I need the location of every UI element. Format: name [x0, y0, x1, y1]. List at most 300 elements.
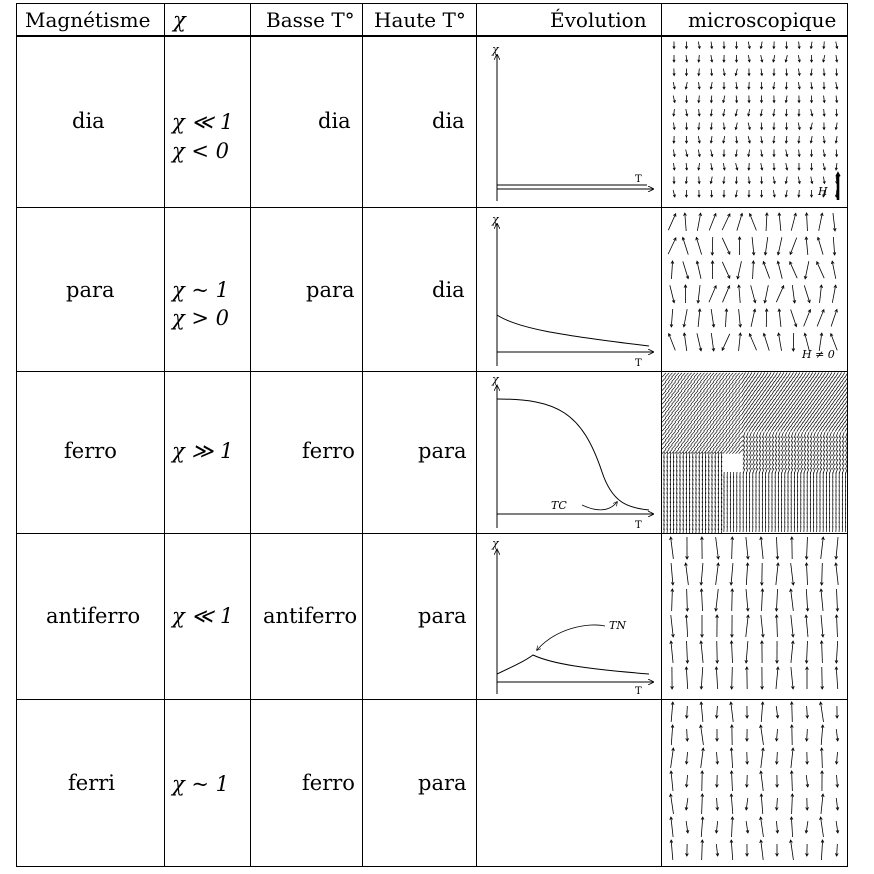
domain-hatch — [797, 372, 800, 377]
spin-arrow — [698, 309, 700, 327]
domain-hatch — [768, 372, 771, 377]
spin-arrow — [807, 729, 808, 741]
spin-arrow — [806, 237, 808, 255]
domain-hatch — [762, 417, 765, 422]
spin-arrow — [765, 285, 769, 303]
domain-hatch — [752, 381, 755, 386]
domain-hatch — [755, 422, 758, 427]
domain-hatch — [803, 426, 806, 431]
spin-arrow — [722, 286, 729, 303]
domain-hatch — [774, 408, 777, 413]
domain-hatch — [819, 381, 822, 386]
domain-hatch — [813, 413, 816, 418]
domain-hatch — [781, 386, 784, 391]
domain-hatch — [806, 417, 809, 422]
domain-hatch — [826, 399, 829, 404]
domain-hatch — [813, 377, 816, 382]
spin-arrow — [746, 537, 748, 559]
domain-hatch — [746, 413, 749, 418]
domain-hatch — [784, 386, 787, 391]
domain-hatch — [758, 377, 761, 382]
domain-hatch — [806, 386, 809, 391]
domain-hatch — [835, 372, 838, 377]
domain-hatch — [819, 426, 822, 431]
domain-hatch — [803, 381, 806, 386]
domain-hatch — [790, 426, 793, 431]
domain-hatch — [790, 395, 793, 400]
row-chi-line2: χ > 0 — [172, 306, 230, 330]
domain-hatch — [816, 390, 819, 395]
domain-hatch — [790, 422, 793, 427]
domain-hatch — [835, 399, 838, 404]
spin-arrow — [776, 563, 778, 585]
domain-hatch — [816, 372, 819, 377]
domain-hatch — [797, 386, 800, 391]
spin-arrow — [833, 237, 834, 255]
domain-hatch — [781, 404, 784, 409]
spin-arrow — [697, 261, 701, 279]
row-magnetism: dia — [72, 109, 105, 133]
magnetism-table — [16, 3, 848, 867]
spin-arrow — [751, 309, 755, 327]
domain-hatch — [800, 390, 803, 395]
domain-hatch — [794, 426, 797, 431]
domain-hatch — [765, 426, 768, 431]
spin-arrow — [751, 285, 756, 302]
domain-hatch — [752, 372, 755, 377]
domain-hatch — [774, 381, 777, 386]
domain-hatch — [829, 381, 832, 386]
domain-hatch — [790, 413, 793, 418]
graph-y-label: χ — [492, 537, 499, 550]
domain-hatch — [842, 422, 845, 427]
spin-arrow — [791, 213, 796, 230]
spin-arrow — [669, 334, 676, 351]
domain-hatch — [810, 426, 813, 431]
spin-arrow — [671, 702, 673, 722]
header-evolution: Évolution — [550, 8, 647, 32]
domain-hatch — [784, 381, 787, 386]
spin-arrow — [732, 537, 733, 559]
spin-arrow — [776, 589, 777, 611]
spin-arrow — [791, 817, 792, 837]
domain-hatch — [810, 386, 813, 391]
domain-hatch — [845, 395, 847, 400]
domain-hatch — [790, 390, 793, 395]
domain-hatch — [832, 386, 835, 391]
spin-arrow — [698, 285, 700, 303]
domain-hatch — [778, 390, 781, 395]
domain-hatch — [835, 417, 838, 422]
row-chi-line1: χ ≪ 1 — [172, 604, 234, 628]
domain-hatch — [845, 372, 847, 377]
spin-arrow — [791, 309, 797, 326]
domain-hatch — [826, 426, 829, 431]
domain-hatch — [771, 408, 774, 413]
spin-arrow — [761, 817, 764, 837]
domain-hatch — [784, 422, 787, 427]
domain-hatch — [762, 390, 765, 395]
domain-hatch — [822, 422, 825, 427]
domain-hatch — [832, 372, 835, 377]
spin-arrow — [837, 844, 838, 856]
domain-hatch — [784, 426, 787, 431]
spin-arrow — [836, 563, 838, 585]
spin-arrow — [761, 537, 763, 559]
spin-arrow — [739, 285, 740, 303]
domain-hatch — [842, 381, 845, 386]
row-high-t: dia — [432, 278, 465, 302]
domain-hatch — [835, 381, 838, 386]
domain-hatch — [822, 413, 825, 418]
domain-hatch — [794, 395, 797, 400]
domain-hatch — [781, 417, 784, 422]
domain-hatch — [819, 390, 822, 395]
spin-arrow — [818, 237, 823, 254]
domain-hatch — [800, 408, 803, 413]
domain-hatch — [768, 422, 771, 427]
domain-hatch — [822, 377, 825, 382]
domain-hatch — [781, 408, 784, 413]
domain-hatch — [845, 432, 847, 438]
spin-arrow — [739, 309, 741, 327]
domain-hatch — [797, 390, 800, 395]
domain-hatch — [800, 404, 803, 409]
domain-hatch — [803, 372, 806, 377]
domain-hatch — [765, 399, 768, 404]
domain-hatch — [806, 395, 809, 400]
domain-hatch — [803, 377, 806, 382]
spin-arrow — [821, 537, 824, 559]
domain-hatch — [838, 422, 841, 427]
domain-hatch — [835, 413, 838, 418]
spin-arrow — [778, 237, 782, 255]
domain-hatch — [765, 377, 768, 382]
domain-hatch — [762, 395, 765, 400]
domain-hatch — [842, 377, 845, 382]
spin-arrow — [791, 563, 794, 585]
domain-hatch — [810, 408, 813, 413]
domain-hatch — [771, 422, 774, 427]
domain-hatch — [803, 417, 806, 422]
spin-arrow — [777, 615, 778, 637]
domain-hatch — [803, 390, 806, 395]
domain-hatch — [771, 426, 774, 431]
spin-arrow — [683, 237, 689, 254]
domain-hatch — [810, 381, 813, 386]
domain-hatch — [810, 372, 813, 377]
spin-arrow — [732, 667, 733, 689]
spin-arrow — [763, 262, 769, 279]
domain-hatch — [787, 399, 790, 404]
domain-hatch — [810, 404, 813, 409]
domain-hatch — [758, 390, 761, 395]
domain-hatch — [842, 395, 845, 400]
spin-arrow — [746, 641, 748, 663]
spin-arrow — [749, 334, 756, 351]
spin-arrow — [671, 748, 674, 768]
domain-hatch — [800, 426, 803, 431]
domain-hatch — [832, 404, 835, 409]
spin-arrow — [671, 794, 674, 814]
domain-hatch — [797, 422, 800, 427]
domain-hatch — [806, 426, 809, 431]
domain-hatch — [829, 408, 832, 413]
spin-arrow — [731, 563, 733, 585]
domain-hatch — [746, 372, 749, 377]
domain-hatch — [784, 390, 787, 395]
domain-hatch — [842, 390, 845, 395]
domain-hatch — [797, 426, 800, 431]
domain-hatch — [819, 422, 822, 427]
domain-hatch — [790, 386, 793, 391]
graph-y-label: χ — [492, 373, 499, 386]
domain-hatch — [778, 426, 781, 431]
domain-hatch — [778, 377, 781, 382]
domain-hatch — [752, 404, 755, 409]
domain-hatch — [746, 395, 749, 400]
spin-arrow — [686, 563, 689, 585]
domain-hatch — [749, 381, 752, 386]
domain-hatch — [778, 386, 781, 391]
spin-arrow — [821, 794, 823, 814]
domain-hatch — [794, 399, 797, 404]
spin-arrow — [792, 771, 793, 791]
spin-arrow — [701, 725, 704, 745]
domain-hatch — [803, 413, 806, 418]
domain-hatch — [755, 386, 758, 391]
domain-hatch — [765, 390, 768, 395]
domain-hatch — [816, 413, 819, 418]
domain-hatch — [800, 381, 803, 386]
domain-hatch — [819, 408, 822, 413]
domain-hatch — [806, 413, 809, 418]
domain-hatch — [790, 381, 793, 386]
spin-arrow — [821, 702, 824, 722]
domain-hatch — [762, 408, 765, 413]
spin-arrow — [716, 667, 717, 689]
domain-hatch — [797, 377, 800, 382]
domain-hatch — [771, 417, 774, 422]
domain-hatch — [787, 390, 790, 395]
domain-hatch — [826, 381, 829, 386]
domain-hatch — [838, 395, 841, 400]
domain-hatch — [822, 390, 825, 395]
domain-hatch — [787, 413, 790, 418]
spin-arrow — [807, 537, 808, 559]
spin-arrow — [761, 771, 763, 791]
domain-hatch — [800, 399, 803, 404]
spin-arrow — [697, 333, 701, 351]
row-low-t: para — [306, 278, 355, 302]
domain-hatch — [762, 386, 765, 391]
domain-hatch — [800, 422, 803, 427]
domain-hatch — [826, 386, 829, 391]
domain-hatch — [813, 390, 816, 395]
domain-hatch — [784, 377, 787, 382]
domain-hatch — [810, 395, 813, 400]
domain-hatch — [803, 408, 806, 413]
domain-hatch — [787, 417, 790, 422]
domain-hatch — [842, 372, 845, 377]
domain-hatch — [845, 408, 847, 413]
graph-x-label: T — [635, 686, 642, 697]
spin-arrow — [779, 213, 781, 231]
domain-hatch — [842, 417, 845, 422]
domain-hatch — [762, 377, 765, 382]
domain-hatch — [768, 386, 771, 391]
domain-hatch — [762, 422, 765, 427]
spin-arrow — [711, 333, 713, 351]
row-high-t: dia — [432, 109, 465, 133]
spin-arrow — [701, 748, 704, 768]
spin-arrow — [820, 285, 822, 303]
domain-hatch — [765, 395, 768, 400]
spin-arrow — [725, 309, 726, 327]
antiferro-chi-graph — [477, 534, 661, 699]
domain-hatch — [806, 381, 809, 386]
spin-arrow — [821, 615, 823, 637]
domain-hatch — [826, 404, 829, 409]
spin-arrow — [792, 285, 794, 303]
domain-hatch — [787, 386, 790, 391]
spin-arrow — [702, 794, 703, 814]
domain-hatch — [838, 426, 841, 431]
domain-hatch — [842, 408, 845, 413]
domain-hatch — [768, 390, 771, 395]
spin-arrow — [731, 840, 732, 860]
graph-x-label: T — [635, 358, 642, 369]
domain-hatch — [845, 399, 847, 404]
spin-arrow — [687, 729, 688, 741]
spin-arrow — [761, 702, 763, 722]
row-high-t: para — [418, 439, 467, 463]
domain-hatch — [768, 377, 771, 382]
spin-arrow — [687, 706, 688, 718]
domain-hatch — [746, 390, 749, 395]
domain-hatch — [765, 386, 768, 391]
domain-hatch — [790, 417, 793, 422]
domain-hatch — [758, 422, 761, 427]
domain-hatch — [832, 413, 835, 418]
spin-arrow — [836, 537, 838, 559]
domain-hatch — [826, 422, 829, 427]
spin-arrow — [779, 309, 781, 327]
domain-hatch — [794, 372, 797, 377]
spin-arrow — [671, 615, 673, 637]
field-label: H ≠ 0 — [802, 348, 835, 361]
domain-hatch — [819, 399, 822, 404]
domain-hatch — [800, 417, 803, 422]
spin-arrow — [722, 334, 729, 350]
domain-hatch — [778, 408, 781, 413]
domain-hatch — [813, 408, 816, 413]
domain-hatch — [806, 422, 809, 427]
domain-hatch — [845, 381, 847, 386]
domain-hatch — [797, 395, 800, 400]
domain-hatch — [752, 417, 755, 422]
domain-hatch — [838, 390, 841, 395]
domain-hatch — [774, 426, 777, 431]
spin-arrow — [701, 563, 703, 585]
domain-hatch — [803, 399, 806, 404]
domain-hatch — [749, 390, 752, 395]
spin-arrow — [791, 641, 793, 663]
domain-hatch — [768, 408, 771, 413]
domain-hatch — [826, 417, 829, 422]
domain-hatch — [810, 377, 813, 382]
row-low-t: ferro — [302, 771, 355, 795]
domain-hatch — [752, 413, 755, 418]
para-chi-graph — [477, 208, 661, 371]
domain-hatch — [781, 422, 784, 427]
domain-hatch — [778, 417, 781, 422]
domain-hatch — [838, 377, 841, 382]
domain-hatch — [752, 399, 755, 404]
domain-hatch — [826, 408, 829, 413]
domain-hatch — [822, 404, 825, 409]
domain-hatch — [822, 426, 825, 431]
domain-hatch — [765, 381, 768, 386]
domain-hatch — [765, 404, 768, 409]
row-low-t: ferro — [302, 439, 355, 463]
para-spin-field — [662, 208, 847, 371]
domain-hatch — [797, 417, 800, 422]
spin-arrow — [792, 794, 793, 814]
domain-hatch — [810, 417, 813, 422]
domain-hatch — [758, 381, 761, 386]
domain-hatch — [778, 381, 781, 386]
row-chi-line2: χ < 0 — [172, 139, 230, 163]
domain-hatch — [787, 395, 790, 400]
spin-arrow — [761, 615, 763, 637]
domain-hatch — [816, 404, 819, 409]
domain-hatch — [832, 417, 835, 422]
domain-hatch — [746, 404, 749, 409]
domain-hatch — [816, 417, 819, 422]
domain-hatch — [816, 426, 819, 431]
domain-hatch — [784, 417, 787, 422]
domain-hatch — [755, 408, 758, 413]
spin-arrow — [766, 213, 767, 231]
domain-hatch — [819, 417, 822, 422]
spin-arrow — [836, 641, 837, 663]
domain-hatch — [752, 390, 755, 395]
domain-hatch — [768, 395, 771, 400]
domain-hatch — [781, 372, 784, 377]
domain-hatch — [813, 399, 816, 404]
spin-arrow — [750, 214, 757, 231]
graph-annotation: TN — [609, 619, 626, 632]
domain-hatch — [832, 426, 835, 431]
domain-hatch — [774, 386, 777, 391]
spin-arrow — [792, 702, 793, 722]
domain-hatch — [749, 395, 752, 400]
domain-hatch — [816, 408, 819, 413]
spin-arrow — [765, 237, 768, 255]
graph-y-label: χ — [492, 213, 499, 226]
domain-hatch — [787, 426, 790, 431]
domain-hatch — [832, 390, 835, 395]
domain-hatch — [755, 413, 758, 418]
spin-arrow — [731, 794, 733, 814]
spin-arrow — [716, 589, 718, 611]
domain-hatch — [829, 390, 832, 395]
spin-arrow — [806, 615, 808, 637]
domain-hatch — [774, 413, 777, 418]
domain-hatch — [771, 377, 774, 382]
domain-hatch — [758, 404, 761, 409]
